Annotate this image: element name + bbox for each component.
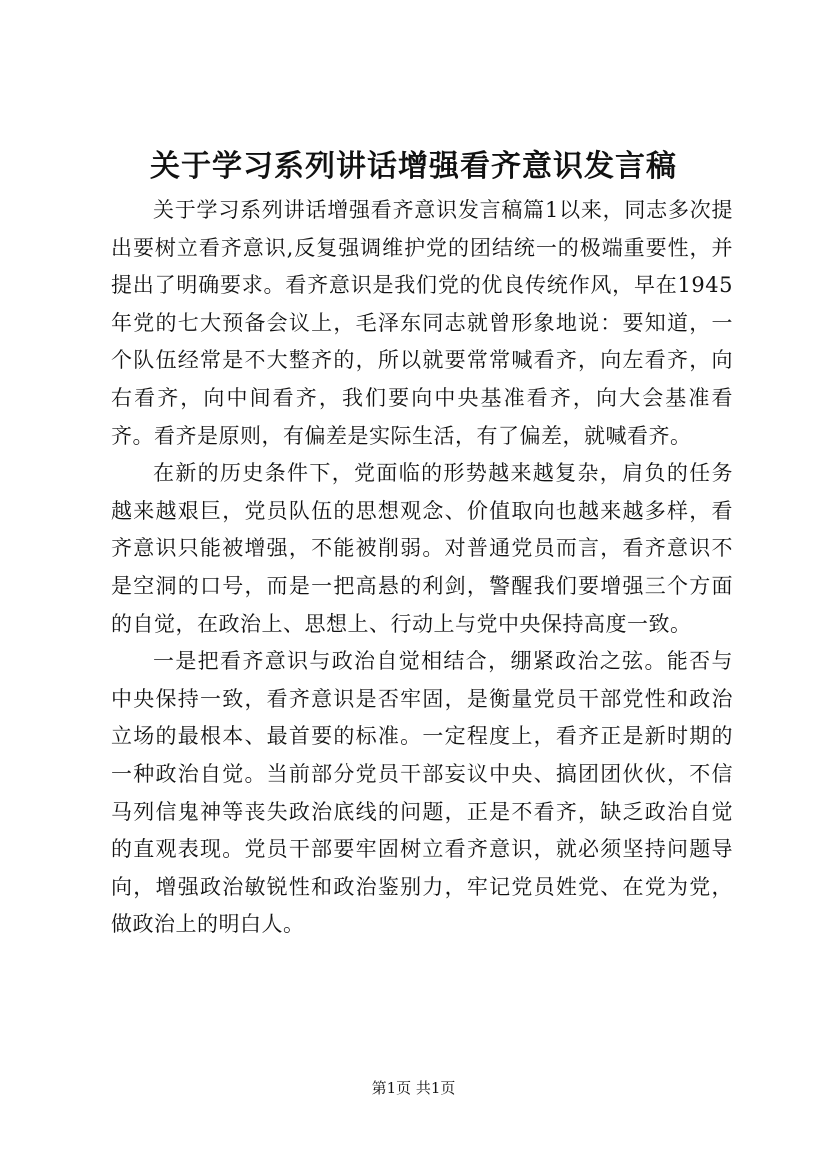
paragraph-1: 关于学习系列讲话增强看齐意识发言稿篇1以来，同志多次提出要树立看齐意识,反复强调维护党的团结统一的极端重要性，并提出了明确要求。看齐意识是我们党的优良传统作风，早在1945年党的七大预备会议上，毛泽东同志就曾形象地说：要知道，一个队伍经常是不大整齐的，所以就要常常喊看齐，向左看齐，向右看齐，向中间看齐，我们要向中央基准看齐，向大会基准看齐。看齐是原则，有偏差是实际生活，有了偏差，就喊看齐。: [111, 198, 733, 448]
paragraph-3: 一是把看齐意识与政治自觉相结合，绷紧政治之弦。能否与中央保持一致，看齐意识是否牢固，是衡量党员干部党性和政治立场的最根本、最首要的标准。一定程度上，看齐正是新时期的一种政治自觉。当前部分党员干部妄议中央、搞团团伙伙，不信马列信鬼神等丧失政治底线的问题，正是不看齐，缺乏政治自觉的直观表现。党员干部要牢固树立看齐意识，就必须坚持问题导向，增强政治敏锐性和政治鉴别力，牢记党员姓党、在党为党，做政治上的明白人。: [111, 649, 733, 937]
paragraph-2: 在新的历史条件下，党面临的形势越来越复杂，肩负的任务越来越艰巨，党员队伍的思想观念、价值取向也越来越多样，看齐意识只能被增强，不能被削弱。对普通党员而言，看齐意识不是空洞的口号，而是一把高悬的利剑，警醒我们要增强三个方面的自觉，在政治上、思想上、行动上与党中央保持高度一致。: [111, 461, 733, 636]
document-title: 关于学习系列讲话增强看齐意识发言稿: [150, 149, 677, 184]
page-footer: 第1页 共1页: [371, 1079, 456, 1097]
document-body: [111, 192, 733, 944]
